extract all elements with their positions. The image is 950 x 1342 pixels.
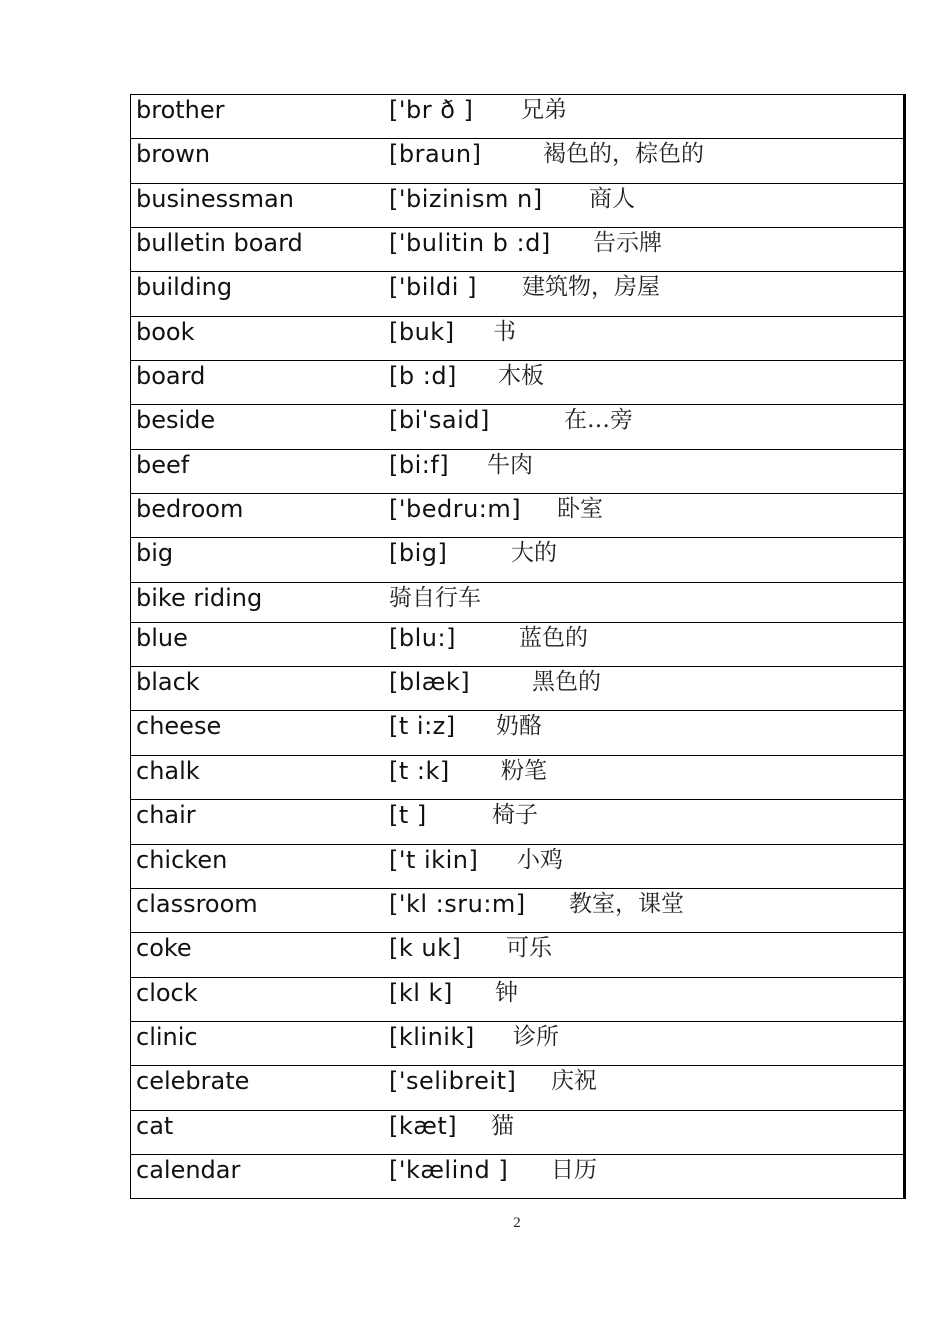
meaning-cell: 粉笔: [501, 757, 547, 784]
table-row: [131, 405, 903, 449]
table-row: [131, 933, 903, 977]
table-row: [131, 450, 903, 494]
meaning-cell: 建筑物，房屋: [522, 274, 660, 301]
table-row: [131, 317, 903, 361]
word-cell: chair: [136, 801, 196, 830]
meaning-cell: 可乐: [506, 935, 552, 962]
meaning-cell: 日历: [551, 1156, 597, 1183]
phonetic-cell: [kæt]: [389, 1111, 458, 1140]
phonetic-cell: ['bildi ]: [389, 273, 477, 302]
phonetic-cell: ['kl :sru:m]: [389, 889, 526, 918]
table-row: [131, 361, 903, 405]
meaning-cell: 告示牌: [593, 230, 662, 257]
vocabulary-table: [130, 94, 906, 1199]
word-cell: classroom: [136, 889, 258, 918]
table-row: [131, 667, 903, 711]
phonetic-cell: ['kælind ]: [389, 1155, 509, 1184]
phonetic-cell: [t :k]: [389, 756, 450, 785]
table-row: [131, 583, 903, 623]
phonetic-cell: ['bedru:m]: [389, 495, 522, 524]
table-row: [131, 1111, 903, 1155]
page-number: 2: [513, 1215, 521, 1231]
table-row: [131, 845, 903, 889]
table-row: [131, 95, 903, 139]
phonetic-cell: ['bizinism n]: [389, 184, 543, 213]
word-cell: beside: [136, 406, 216, 435]
table-row: [131, 1022, 903, 1066]
word-cell: calendar: [136, 1155, 241, 1184]
meaning-cell: 诊所: [513, 1023, 559, 1050]
phonetic-cell: [braun]: [389, 140, 482, 169]
meaning-cell: 木板: [498, 363, 544, 390]
word-cell: clinic: [136, 1022, 198, 1051]
meaning-cell: 教室，课堂: [569, 890, 684, 917]
phonetic-cell: [klinik]: [389, 1022, 475, 1051]
word-cell: brother: [136, 96, 225, 124]
table-row: [131, 139, 903, 183]
table-row: [131, 711, 903, 755]
phonetic-cell: ['bulitin b :d]: [389, 229, 551, 258]
meaning-cell: 兄弟: [521, 97, 567, 123]
meaning-cell: 蓝色的: [519, 624, 588, 651]
phonetic-cell: [buk]: [389, 317, 455, 346]
phonetic-cell: [big]: [389, 539, 448, 568]
phonetic-cell: [t ]: [389, 801, 427, 830]
meaning-cell: 牛肉: [487, 451, 533, 478]
table-row: [131, 800, 903, 844]
word-cell: cheese: [136, 712, 222, 741]
phonetic-cell: ['br ð ]: [389, 96, 474, 124]
meaning-cell: 猫: [491, 1112, 514, 1139]
meaning-cell: 钟: [495, 979, 518, 1006]
table-row: [131, 1155, 903, 1199]
meaning-cell: 黑色的: [532, 669, 601, 696]
word-cell: coke: [136, 934, 192, 963]
table-row: [131, 623, 903, 667]
meaning-cell: 书: [493, 318, 516, 345]
phonetic-cell: [bi:f]: [389, 450, 450, 479]
table-row: [131, 184, 903, 228]
word-cell: black: [136, 668, 200, 697]
phonetic-cell: [k uk]: [389, 934, 462, 963]
meaning-cell: 大的: [511, 540, 557, 567]
table-row: [131, 889, 903, 933]
word-cell: chicken: [136, 845, 228, 874]
table-row: [131, 1066, 903, 1110]
table-row: [131, 494, 903, 538]
word-cell: celebrate: [136, 1067, 250, 1096]
meaning-cell: 在…旁: [564, 407, 633, 434]
word-cell: clock: [136, 978, 198, 1007]
meaning-cell: 商人: [589, 185, 635, 212]
meaning-cell: 奶酪: [496, 713, 542, 740]
word-cell: businessman: [136, 184, 294, 213]
word-cell: bedroom: [136, 495, 244, 524]
word-cell: building: [136, 273, 233, 302]
phonetic-cell: [b :d]: [389, 362, 457, 391]
meaning-cell: 椅子: [492, 802, 538, 829]
word-cell: beef: [136, 450, 190, 479]
word-cell: bulletin board: [136, 229, 303, 258]
table-row: [131, 756, 903, 800]
phonetic-cell: [bi'said]: [389, 406, 490, 435]
meaning-cell: 骑自行车: [389, 584, 481, 611]
word-cell: chalk: [136, 756, 200, 785]
phonetic-cell: [kl k]: [389, 978, 453, 1007]
word-cell: book: [136, 317, 195, 346]
word-cell: cat: [136, 1111, 174, 1140]
meaning-cell: 小鸡: [517, 846, 563, 873]
word-cell: board: [136, 362, 206, 391]
table-row: [131, 228, 903, 272]
word-cell: bike riding: [136, 583, 263, 612]
phonetic-cell: ['selibreit]: [389, 1067, 517, 1096]
meaning-cell: 褐色的，棕色的: [543, 141, 704, 168]
table-row: [131, 272, 903, 316]
meaning-cell: 庆祝: [551, 1068, 597, 1095]
phonetic-cell: [t i:z]: [389, 712, 456, 741]
phonetic-cell: [blæk]: [389, 668, 471, 697]
meaning-cell: 卧室: [557, 496, 603, 523]
word-cell: blue: [136, 623, 188, 652]
table-row: [131, 978, 903, 1022]
word-cell: brown: [136, 140, 211, 169]
word-cell: big: [136, 539, 174, 568]
table-row: [131, 538, 903, 582]
phonetic-cell: ['t ikin]: [389, 845, 479, 874]
phonetic-cell: [blu:]: [389, 623, 456, 652]
